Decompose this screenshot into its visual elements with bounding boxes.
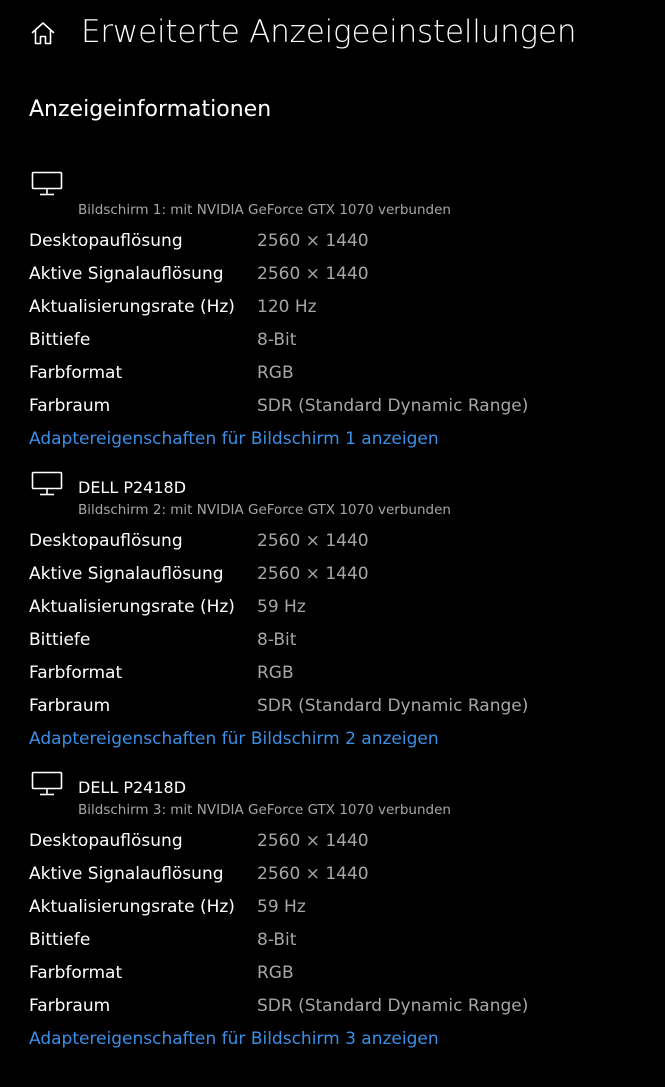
info-value: 120 Hz — [257, 297, 317, 317]
info-row-color-format — [0, 661, 665, 694]
monitor-name: DELL P2418D — [78, 478, 187, 497]
monitor-name: DELL P2418D — [78, 778, 187, 797]
info-label: Aktive Signalauflösung — [29, 564, 224, 584]
section-title: Anzeigeinformationen — [29, 97, 272, 122]
info-row-desktop-resolution — [0, 529, 665, 562]
info-label: Desktopauflösung — [29, 231, 183, 251]
info-label: Aktive Signalauflösung — [29, 864, 224, 884]
info-row-refresh-rate — [0, 595, 665, 628]
info-label: Aktualisierungsrate (Hz) — [29, 597, 235, 617]
info-row-refresh-rate — [0, 295, 665, 328]
info-label: Bittiefe — [29, 930, 91, 950]
info-row-color-space — [0, 394, 665, 427]
page-header — [0, 0, 665, 64]
info-row-bit-depth — [0, 328, 665, 361]
display-block-2 — [0, 478, 665, 778]
adapter-properties-link-1[interactable]: Adaptereigenschaften für Bildschirm 1 anzeigen — [29, 429, 439, 449]
info-label: Aktualisierungsrate (Hz) — [29, 297, 235, 317]
info-label: Desktopauflösung — [29, 531, 183, 551]
info-row-color-format — [0, 361, 665, 394]
monitor-connection: Bildschirm 1: mit NVIDIA GeForce GTX 1070 verbunden — [78, 202, 451, 218]
info-label: Farbformat — [29, 363, 123, 383]
info-value: SDR (Standard Dynamic Range) — [257, 696, 529, 716]
info-row-color-space — [0, 694, 665, 727]
adapter-properties-link-2[interactable]: Adaptereigenschaften für Bildschirm 2 anzeigen — [29, 729, 439, 749]
info-label: Farbformat — [29, 963, 123, 983]
info-value: 2560 × 1440 — [257, 264, 369, 284]
info-value: RGB — [257, 363, 294, 383]
monitor-icon — [31, 471, 63, 497]
monitor-connection: Bildschirm 3: mit NVIDIA GeForce GTX 1070 verbunden — [78, 802, 451, 818]
info-value: SDR (Standard Dynamic Range) — [257, 396, 529, 416]
info-row-desktop-resolution — [0, 229, 665, 262]
info-label: Farbraum — [29, 696, 111, 716]
info-value: 59 Hz — [257, 897, 306, 917]
info-label: Aktualisierungsrate (Hz) — [29, 897, 235, 917]
info-row-refresh-rate — [0, 895, 665, 928]
info-value: 8-Bit — [257, 630, 297, 650]
monitor-connection: Bildschirm 2: mit NVIDIA GeForce GTX 1070 verbunden — [78, 502, 451, 518]
info-row-desktop-resolution — [0, 829, 665, 862]
monitor-icon — [31, 771, 63, 797]
page-title: Erweiterte Anzeigeeinstellungen — [81, 14, 577, 50]
info-label: Desktopauflösung — [29, 831, 183, 851]
info-row-color-space — [0, 994, 665, 1027]
info-label: Aktive Signalauflösung — [29, 264, 224, 284]
info-row-active-signal-resolution — [0, 862, 665, 895]
info-row-color-format — [0, 961, 665, 994]
info-value: 2560 × 1440 — [257, 531, 369, 551]
info-value: 8-Bit — [257, 330, 297, 350]
info-value: 2560 × 1440 — [257, 831, 369, 851]
monitor-icon — [31, 171, 63, 197]
info-row-bit-depth — [0, 628, 665, 661]
info-label: Farbformat — [29, 663, 123, 683]
adapter-properties-link-3[interactable]: Adaptereigenschaften für Bildschirm 3 anzeigen — [29, 1029, 439, 1049]
info-row-bit-depth — [0, 928, 665, 961]
info-value: 2560 × 1440 — [257, 231, 369, 251]
info-value: 8-Bit — [257, 930, 297, 950]
info-label: Bittiefe — [29, 330, 91, 350]
info-value: RGB — [257, 663, 294, 683]
display-block-3 — [0, 778, 665, 1078]
info-value: SDR (Standard Dynamic Range) — [257, 996, 529, 1016]
info-label: Farbraum — [29, 396, 111, 416]
info-row-active-signal-resolution — [0, 262, 665, 295]
info-row-active-signal-resolution — [0, 562, 665, 595]
info-label: Farbraum — [29, 996, 111, 1016]
info-value: 2560 × 1440 — [257, 864, 369, 884]
display-block-1 — [0, 188, 665, 478]
info-value: 2560 × 1440 — [257, 564, 369, 584]
info-value: RGB — [257, 963, 294, 983]
home-icon[interactable] — [30, 20, 56, 46]
info-label: Bittiefe — [29, 630, 91, 650]
info-value: 59 Hz — [257, 597, 306, 617]
